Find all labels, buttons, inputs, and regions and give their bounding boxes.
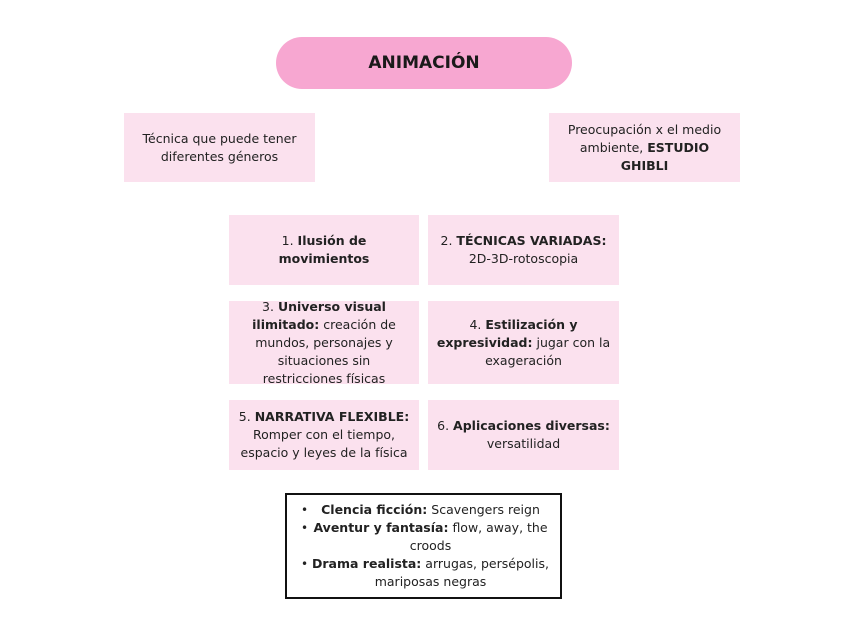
card-1-num: 1. <box>281 233 294 248</box>
card-1-content <box>237 232 411 268</box>
card-1 <box>229 215 419 285</box>
side-note-right-bold: ESTUDIO GHIBLI <box>620 139 710 173</box>
card-3-text: creación de mundos, personajes y situaciones sin restricciones físicas <box>255 316 396 386</box>
card-5-num: 5. <box>238 409 251 424</box>
side-note-right-content <box>557 121 732 175</box>
card-5-content <box>237 408 411 462</box>
card-3-bold: Universo visual ilimitado: <box>252 298 386 332</box>
card-3-num: 3. <box>262 298 274 314</box>
title-node <box>276 37 572 89</box>
bullet-icon: • <box>301 557 309 571</box>
genre-item <box>297 501 550 519</box>
card-6-num: 6. <box>437 418 450 433</box>
card-4-text: jugar con la exageración <box>485 334 611 368</box>
bullet-icon: • <box>301 521 309 535</box>
card-4-num: 4. <box>469 316 482 332</box>
card-6-text: versatilidad <box>486 436 561 451</box>
title-text: ANIMACIÓN <box>368 53 480 73</box>
card-6 <box>428 400 619 470</box>
card-2-text: 2D-3D-rotoscopia <box>468 251 579 266</box>
genres-box <box>285 493 562 599</box>
genre-item <box>297 555 550 591</box>
card-5-text: Romper con el tiempo, espacio y leyes de la física <box>240 427 408 460</box>
side-note-right <box>549 113 740 182</box>
card-4-bold: Estilización y expresividad: <box>436 316 578 350</box>
card-2-content <box>436 232 611 268</box>
card-2 <box>428 215 619 285</box>
genre-item <box>297 519 550 555</box>
card-6-content <box>436 417 611 453</box>
bullet-icon: • <box>301 503 309 517</box>
card-6-bold: Aplicaciones diversas: <box>453 418 610 433</box>
side-note-left-text: Técnica que puede tener diferentes géneros <box>142 130 297 164</box>
card-2-num: 2. <box>440 233 453 248</box>
genre-3-text: arrugas, persépolis, mariposas negras <box>374 556 549 589</box>
card-2-bold: TÉCNICAS VARIADAS: <box>456 233 607 248</box>
genre-1-bold: Clencia ficción: <box>321 502 428 517</box>
genre-2-bold: Aventur y fantasía: <box>313 520 449 535</box>
genre-3-bold: Drama realista: <box>312 556 422 571</box>
card-4-content <box>436 316 611 370</box>
card-3-content <box>237 298 411 388</box>
card-5-bold: NARRATIVA FLEXIBLE: <box>254 409 410 424</box>
side-note-right-text: Preocupación x el medio ambiente, <box>567 121 722 155</box>
genre-1-text: Scavengers reign <box>431 502 540 517</box>
card-1-bold: Ilusión de movimientos <box>278 233 370 266</box>
side-note-left <box>124 113 315 182</box>
card-4 <box>428 301 619 384</box>
genre-2-text: flow, away, the croods <box>409 520 548 553</box>
genres-list <box>297 501 550 591</box>
card-5 <box>229 400 419 470</box>
card-3 <box>229 298 419 386</box>
